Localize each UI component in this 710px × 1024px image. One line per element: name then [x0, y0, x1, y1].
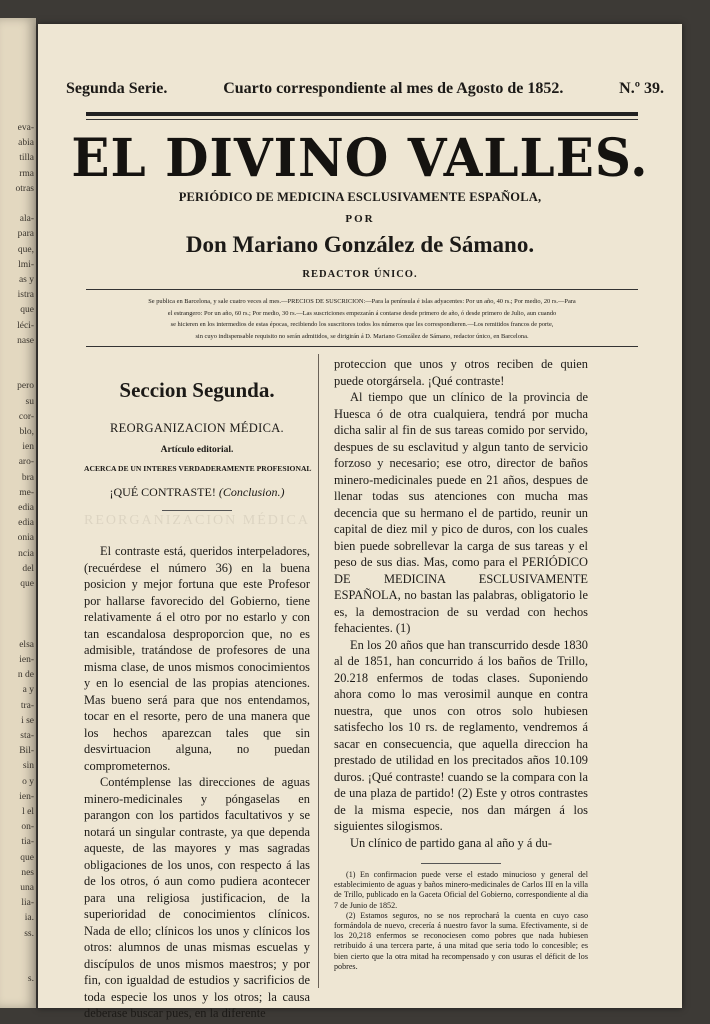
serie-label: Segunda Serie. [66, 80, 168, 97]
subscription-line: el estrangero: Por un año, 60 rs.; Por medio, 30 rs.—Las suscriciones empezarán á contarse desde primero de año, ó desde primero de Julio, aun cuando [167, 309, 557, 317]
masthead-subtitle: PERIÓDICO DE MEDICINA ESCLUSIVAMENTE ESPAÑOLA, [178, 190, 542, 204]
subscription-info [86, 296, 638, 342]
footnote-rule [421, 863, 501, 864]
left-page-fragment: l el [22, 807, 34, 817]
issue-date: Cuarto correspondiente al mes de Agosto de 1852. [223, 80, 564, 97]
paragraph: Un clínico de partido gana al año y á du- [350, 835, 552, 850]
section-title: Seccion Segunda. [119, 378, 275, 402]
left-page-fragment: o y [22, 776, 34, 787]
left-page-fragment: tia- [21, 837, 34, 848]
footnote: (1) En confirmacion puede verse el estado minucioso y general del establecimiento de aguas y baños minero-medicinales de Carlos III en la villa de Trillo, publicado en la Gaceta Oficial del Gobierno, correspondiente al dia 7 de Junio de 1852. [334, 870, 588, 910]
left-page-fragment: eva- [17, 123, 34, 133]
left-page-fragment: bra [21, 472, 34, 483]
left-page-fragment: que [20, 305, 34, 316]
masthead-redactor: REDACTOR ÚNICO. [302, 269, 418, 280]
article-heading-note: (Conclusion.) [218, 485, 285, 499]
left-body [84, 543, 310, 1022]
left-page-edge [0, 18, 36, 1008]
left-page-fragment: nes [21, 867, 34, 878]
issue-number: N.º 39. [619, 80, 664, 97]
left-page-fragment: léci- [17, 320, 34, 331]
subs-rule-bottom [86, 346, 638, 347]
left-column [84, 354, 310, 1022]
left-page-fragment: istra [17, 290, 34, 301]
left-page-fragment: que, [17, 244, 34, 255]
article-about: ACERCA DE UN INTERES VERDADERAMENTE PROFESIONAL [84, 464, 312, 473]
left-page-fragment: ia. [24, 913, 34, 924]
column-divider [318, 354, 319, 988]
left-page-fragment: on- [21, 822, 34, 833]
left-page-fragment: pero [17, 381, 34, 392]
left-page-fragment: onia [17, 533, 34, 544]
issue-header [66, 80, 664, 98]
left-page-fragment: cor- [18, 411, 34, 422]
left-page-fragment: ncia [18, 548, 34, 559]
masthead-por: POR [345, 213, 375, 225]
footnotes [334, 870, 588, 972]
subscription-line: sin cuyo indispensable requisito no serán admitidos, se dirigirán á D. Mariano González de Sámano, redactor único, en Barcelona. [195, 332, 529, 340]
article-title: REORGANIZACION MÉDICA. [110, 421, 284, 435]
left-page-fragment: otras [15, 183, 34, 194]
right-column [334, 354, 588, 972]
left-page-fragment: a y [22, 685, 34, 696]
subs-rule-top [86, 289, 638, 290]
left-page-fragment: ien [22, 442, 34, 453]
top-rule-thin [86, 119, 638, 120]
paragraph: proteccion que unos y otros reciben de quien puede otorgársela. ¡Qué contraste! [334, 357, 588, 388]
left-page-fragment: tilla [19, 153, 34, 164]
left-page-fragment: blo, [19, 427, 34, 437]
left-page-fragment: ala- [19, 214, 34, 225]
left-page-fragment: que [20, 579, 34, 589]
left-page-fragment: n de [17, 670, 34, 681]
left-page-fragment: lia- [21, 898, 34, 909]
left-page-fragment: nase [17, 335, 34, 346]
article-kind: Artículo editorial. [160, 445, 234, 455]
left-page-fragment: ss. [24, 928, 34, 939]
left-page-fragment: del [22, 563, 34, 574]
bleed-through-text: REORGANIZACION MÉDICA [84, 513, 310, 528]
left-page-fragment: que [20, 852, 34, 863]
paragraph: En los 20 años que han transcurrido desde 1830 al de 1851, han concurrido á los baños de Trillo, 20.218 enfermos de todas clases. Suponiendo ahora como lo mas verosimil aunque en contra nuestra, que unos con otros solo hubiesen satisfecho los 10 rs. de reglamento, vendremos á sacar en consecuencia, que aquella direccion ha prestado de utilidad en los precitados años 10.109 duros. ¡Qué contraste! cuando se la compara con la de una plaza de partido! (2) Este y otros contrastes de la misma especie, nos dan márgen á los siguientes silogismos. [334, 637, 588, 833]
left-page-fragment: sta- [20, 731, 34, 741]
left-page-fragment: me- [19, 487, 34, 498]
left-page-fragment: elsa [19, 639, 34, 650]
left-page-fragment: una [20, 883, 34, 893]
left-page-fragment: sin [22, 761, 34, 772]
masthead-title: EL DIVINO VALLES. [71, 126, 649, 189]
article-rule [162, 510, 232, 511]
left-page-fragment: ien- [19, 791, 34, 802]
left-page-fragment: aro- [18, 457, 34, 468]
left-page-fragment: Bil- [19, 746, 34, 757]
paragraph: Contémplense las direcciones de aguas minero-medicinales y póngaselas en parangon con los partidos facultativos y se notará un singular contraste, ya que dependa aqueste, de las mayores y mas sagradas obligaciones de los unos, con respecto á las de los otros, ó aun como pudiera acontecer para una religiosa justificacion, de la superioridad de conocimientos clínicos. Nada de ello; clínicos los unos y clínicos los otros: alumnos de unas mismas escuelas y discípulos de unos mismos maestros; y por fin, con igualdad de estudios y sacrificios de toda especie los unos y los otros; la causa deberase buscar pues, en la diferente [84, 775, 310, 1020]
left-page-fragment: ien- [19, 655, 34, 665]
left-page-fragment: edia [18, 518, 34, 529]
right-body [334, 356, 588, 851]
newspaper-page [38, 24, 682, 1020]
paragraph: Al tiempo que un clínico de la provincia de Huesca ó de otra cualquiera, tendrá por mucha dicha salir al fin de sus tareas comido por servido, despues de su esclavitud y algun tanto de servicio forzoso y necesario; ese otro, director de baños minero-medicinales puede en 21 años, despues de llenar todas sus atenciones con mucha mas decencia que su hermano el de partido, reunir un capital de diez mil y pico de duros, con los cuales bien puede sobrellevar la carga de sus tareas y el peso de sus dias. Mas, como para el PERIÓDICO DE MEDICINA ESCLUSIVAMENTE ESPAÑOLA, no bastan las palabras, obligatorio le es, la demostracion de su verdad con hechos fehacientes. (1) [334, 390, 588, 635]
left-page-fragment: tra- [20, 700, 34, 711]
left-page-fragment: edia [18, 503, 34, 513]
left-page-fragment: as y [18, 275, 34, 285]
footnote: (2) Estamos seguros, no se nos reprochará la cuenta en cuyo caso formándola de nuevo, crecería á nuestro favor la suma. Efectivamente, si de los 20,218 enfermos se reconociesen como pobres que nada hubiesen retribuido á una tercera parte, á una mitad que seria todo lo concesible; es bien cierto que la otra mitad ha recompensado y con usuras el déficit de los pobres. [334, 910, 588, 971]
masthead-author: Don Mariano González de Sámano. [185, 232, 535, 257]
left-page-fragment: lmi- [18, 259, 34, 270]
left-page-fragment: abia [18, 138, 34, 149]
left-page-fragment: para [17, 229, 34, 240]
left-page-fragment: s. [27, 974, 34, 985]
left-page-fragment: su [25, 396, 34, 407]
left-page-fragment: i se [21, 715, 34, 726]
subscription-line: se hicieren en los intermedios de estas épocas, recibiendo los suscritores todos los números que les correspondieren.—Los remitidos francos de porte, [170, 321, 554, 328]
article-heading-main: ¡QUÉ CONTRASTE! [109, 485, 216, 499]
top-rule [86, 112, 638, 116]
paragraph: El contraste está, queridos interpeladores, (recuérdese el número 36) en la buena posicion y mejor fortuna que este Profesor por hallarse favorecido del Gobierno, tiene relativamente á el otro por no estarlo y con tan escandalosa desproporcion que, no es admisible, tratándose de profesores de una misma clase, de unos mismos conocimientos y en lo esencial de las propias atenciones. Mas bueno será para que nos entendamos, tocar en el resorte, pero de una manera que los hechos aparezcan tales que sin desvirtuacion alguna, no puedan comprometernos. [84, 544, 310, 773]
article-heading [84, 485, 310, 500]
subscription-line: Se publica en Barcelona, y sale cuatro veces al mes.—PRECIOS DE SUSCRICION:—Para la península é islas adyacentes: Por un año, 40 rs.; Por medio, 20 rs.—Para [148, 298, 576, 305]
left-page-fragment: rma [19, 168, 34, 179]
